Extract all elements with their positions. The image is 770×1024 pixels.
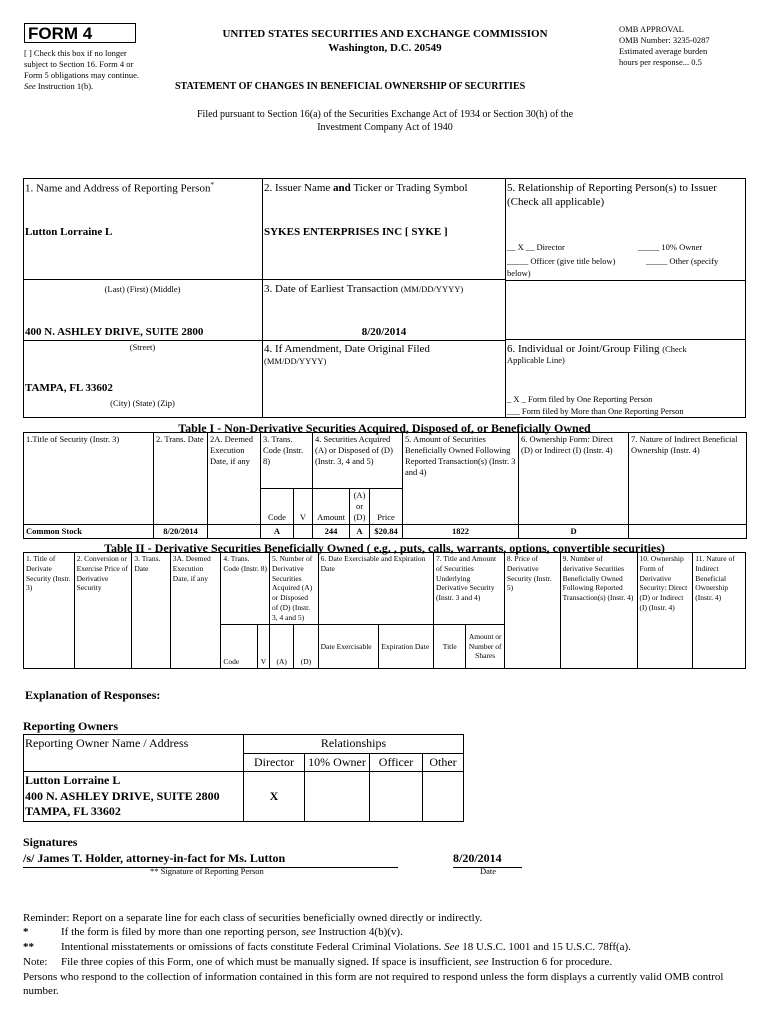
table1-header-deemed-date: 2A. Deemed Execution Date, if any [208, 433, 261, 525]
owner-director-mark: X [244, 772, 305, 822]
table2-sub-expiration: Expiration Date [379, 625, 434, 669]
box4-label-format: (MM/DD/YYYY) [264, 356, 327, 366]
earliest-transaction-date: 8/20/2014 [361, 326, 407, 338]
owners-col-ten-percent: 10% Owner [305, 753, 370, 772]
table2-header-ownership-form: 10. Ownership Form of Derivative Security: Direct (D) or Indirect (I) (Instr. 4) [637, 553, 693, 669]
reporting-person-street: 400 N. ASHLEY DRIVE, SUITE 2800 [25, 326, 204, 338]
signature-date: 8/20/2014 [453, 851, 522, 868]
signature-line: /s/ James T. Holder, attorney-in-fact for Ms. Lutton [23, 851, 398, 868]
box6-label-applicable: Applicable Line) [507, 355, 565, 365]
checkbox-notice-see: See [24, 81, 36, 92]
omb-approval-title: OMB APPROVAL [619, 24, 684, 34]
box3-label-format: (MM/DD/YYYY) [400, 284, 464, 294]
footer-star-instr: Instruction 4(b)(v). [318, 926, 403, 938]
footer-star-mark: * [23, 926, 29, 938]
filed-pursuant-line2: Investment Company Act of 1940 [317, 122, 453, 133]
table1-sub-v: V [294, 489, 313, 525]
reporting-person-city: TAMPA, FL 33602 [25, 382, 113, 394]
box3-label [264, 282, 463, 296]
omb-burden-label: Estimated average burden [619, 46, 708, 57]
signature-caption: ** Signature of Reporting Person [150, 866, 264, 876]
footer-star-note [23, 925, 753, 939]
table2-title: Table II - Derivative Securities Beneficially Owned ( e.g. , puts, calls, warrants, options, convertible securities) [104, 541, 665, 555]
box1-label [25, 181, 214, 196]
table1-cell-deemed [208, 525, 261, 539]
city-caption: (City) (State) (Zip) [110, 398, 175, 408]
relationship-officer: _____ Officer (give title below) [507, 256, 616, 266]
table1-cell-owned: 1822 [403, 525, 519, 539]
table2-header-row [24, 553, 746, 625]
table2-sub-d: (D) [294, 625, 318, 669]
street-caption: (Street) [129, 342, 156, 352]
box6-label-text: 6. Individual or Joint/Group Filing [507, 343, 660, 355]
owners-col-officer: Officer [370, 753, 423, 772]
table-row [24, 525, 747, 539]
table1-cell-code: A [261, 525, 294, 539]
table2-header-number: 5. Number of Derivative Securities Acquired (A) or Disposed of (D) (Instr. 3, 4 and 5) [270, 553, 319, 625]
box1-label-star: * [210, 181, 214, 189]
table2-header-conversion: 2. Conversion or Exercise Price of Derivative Security [74, 553, 132, 669]
table2 [23, 552, 746, 669]
omb-number: OMB Number: 3235-0287 [619, 35, 710, 46]
table2-sub-amount: Amount or Number of Shares [466, 625, 504, 669]
agency-address: Washington, D.C. 20549 [328, 42, 442, 54]
table1-cell-form: D [519, 525, 629, 539]
owner-officer [370, 772, 423, 822]
name-caption: (Last) (First) (Middle) [104, 284, 181, 294]
table2-sub-code: Code [221, 625, 257, 669]
form-title: FORM 4 [24, 23, 136, 43]
footer-note [23, 955, 753, 969]
box6-label-check: (Check [662, 344, 687, 354]
table1-sub-amount: Amount [313, 489, 350, 525]
signatures-heading: Signatures [23, 835, 78, 849]
box3-label-text: 3. Date of Earliest Transaction [264, 283, 399, 295]
table2-header-title: 1. Title of Derivate Security (Instr. 3) [24, 553, 75, 669]
table1-header-amount-owned: 5. Amount of Securities Beneficially Owned Following Reported Transaction(s) (Instr. 3 and 4) [403, 433, 519, 525]
reporting-owners-table [23, 734, 464, 822]
footer-note-instr: Instruction 6 for procedure. [491, 956, 613, 968]
table1-sub-code: Code [261, 489, 294, 525]
checkbox-notice[interactable] [24, 48, 152, 92]
issuer-name: SYKES ENTERPRISES INC [ SYKE ] [264, 226, 448, 238]
table1-title: Table I - Non-Derivative Securities Acquired, Disposed of, or Beneficially Owned [178, 421, 591, 435]
divider [262, 178, 263, 418]
box5-label-line2: (Check all applicable) [507, 196, 605, 209]
owner-name: Lutton Lorraine L [25, 773, 121, 788]
table1-cell-v [294, 525, 313, 539]
table2-sub-exercisable: Date Exercisable [318, 625, 379, 669]
table1-cell-aod: A [350, 525, 370, 539]
reporting-info-frame [23, 178, 746, 418]
table1-header-trans-code: 3. Trans. Code (Instr. 8) [261, 433, 313, 489]
owners-col-other: Other [423, 753, 464, 772]
filed-pursuant-line1: Filed pursuant to Section 16(a) of the Securities Exchange Act of 1934 or Section 30(h) of the [196, 109, 574, 120]
table1-header-title: 1.Title of Security (Instr. 3) [24, 433, 154, 525]
table2-header-nature: 11. Nature of Indirect Beneficial Ownership (Instr. 4) [693, 553, 746, 669]
footer-note-text: File three copies of this Form, one of which must be manually signed. If space is insufficient, [61, 956, 472, 968]
table1-cell-nature [629, 525, 747, 539]
table1 [23, 432, 747, 539]
footer-reminder: Reminder: Report on a separate line for each class of securities beneficially owned directly or indirectly. [23, 912, 483, 924]
table2-sub-title: Title [434, 625, 466, 669]
table1-header-ownership-form: 6. Ownership Form: Direct (D) or Indirect (I) (Instr. 4) [519, 433, 629, 525]
owner-other [423, 772, 464, 822]
box5-label-line1: 5. Relationship of Reporting Person(s) to Issuer [507, 182, 717, 194]
relationship-other: _____ Other (specify [646, 256, 719, 266]
table1-sub-aod: (A) or (D) [350, 489, 370, 525]
box2-label [264, 181, 468, 195]
owner-street: 400 N. ASHLEY DRIVE, SUITE 2800 [25, 788, 220, 803]
owners-col-name: Reporting Owner Name / Address [24, 735, 244, 772]
divider [505, 339, 746, 340]
reporting-person-name: Lutton Lorraine L [25, 226, 113, 238]
table2-header-deemed-date: 3A. Deemed Execution Date, if any [170, 553, 221, 669]
table1-cell-amount: 244 [313, 525, 350, 539]
divider [505, 280, 746, 281]
owners-header-row [24, 735, 464, 754]
omb-burden-hours: hours per response... 0.5 [619, 57, 702, 68]
table-row [24, 772, 464, 822]
owner-name-address [24, 772, 244, 822]
table1-header-securities: 4. Securities Acquired (A) or Disposed of (D) (Instr. 3, 4 and 5) [313, 433, 403, 489]
table1-sub-price: Price [370, 489, 403, 525]
checkbox-notice-text: [ ] Check this box if no longer subject to Section 16. Form 4 or Form 5 obligations may continue. [24, 48, 139, 81]
table2-header-trans-code: 4. Trans. Code (Instr. 8) [221, 553, 270, 625]
filing-option-one: _ X _ Form filed by One Reporting Person [507, 394, 653, 404]
owner-city: TAMPA, FL 33602 [25, 804, 121, 819]
footer-double-star-mark: ** [23, 941, 34, 953]
table1-header-nature: 7. Nature of Indirect Beneficial Ownership (Instr. 4) [629, 433, 747, 525]
table1-cell-date: 8/20/2014 [154, 525, 208, 539]
divider [505, 178, 506, 418]
box4-label: 4. If Amendment, Date Original Filed [264, 343, 430, 355]
box1-label-text: 1. Name and Address of Reporting Person [25, 182, 211, 195]
footer-double-star-text: Intentional misstatements or omissions of facts constitute Federal Criminal Violations. [61, 941, 442, 953]
box5-label [507, 181, 747, 210]
explanation-label: Explanation of Responses: [25, 688, 161, 702]
owner-ten-percent [305, 772, 370, 822]
footer-double-star-instr: 18 U.S.C. 1001 and 15 U.S.C. 78ff(a). [462, 941, 631, 953]
table2-header-price: 8. Price of Derivative Security (Instr. 5) [504, 553, 560, 669]
footer-note-see: see [474, 956, 489, 968]
date-caption: Date [480, 866, 497, 876]
box2-label-post: Ticker or Trading Symbol [353, 182, 468, 194]
divider [23, 340, 505, 341]
reporting-owners-heading: Reporting Owners [23, 719, 118, 733]
table2-header-number-owned: 9. Number of derivative Securities Beneficially Owned Following Reported Transaction(s) (Instr. 4) [560, 553, 637, 669]
table2-header-dates: 6. Date Exercisable and Expiration Date [318, 553, 433, 625]
relationship-director: __ X __ Director [507, 242, 565, 252]
filing-option-more: ___ Form filed by More than One Reporting Person [507, 406, 684, 416]
divider [262, 279, 505, 280]
table1-header-trans-date: 2. Trans. Date [154, 433, 208, 525]
footer-double-star-see: See [444, 941, 460, 953]
agency-name: UNITED STATES SECURITIES AND EXCHANGE COMMISSION [222, 28, 548, 40]
checkbox-notice-instruction: Instruction 1(b). [37, 81, 94, 92]
table1-cell-price: $20.84 [370, 525, 403, 539]
divider [23, 279, 262, 280]
footer-note-mark: Note: [23, 956, 48, 968]
table1-cell-security: Common Stock [24, 525, 154, 539]
table2-header-trans-date: 3. Trans. Date [132, 553, 170, 669]
footer-double-star-note [23, 940, 753, 954]
statement-title: STATEMENT OF CHANGES IN BENEFICIAL OWNERSHIP OF SECURITIES [175, 81, 526, 92]
owners-col-relationships: Relationships [244, 735, 464, 754]
footer-omb-disclaimer: Persons who respond to the collection of information contained in this form are not required to respond unless the form displays a currently valid OMB control number. [23, 971, 724, 998]
relationship-below: below) [507, 268, 531, 278]
box2-label-and: and [333, 182, 351, 194]
box2-label-pre: 2. Issuer Name [264, 182, 331, 194]
table2-sub-v: V [257, 625, 269, 669]
relationship-ten-percent: _____ 10% Owner [638, 242, 703, 252]
table2-sub-a: (A) [270, 625, 294, 669]
footer-star-text: If the form is filed by more than one reporting person, [61, 926, 299, 938]
footer-star-see: see [301, 926, 316, 938]
omb-approval-box [619, 24, 759, 68]
table1-header-row [24, 433, 747, 489]
owners-col-director: Director [244, 753, 305, 772]
table2-header-underlying: 7. Title and Amount of Securities Underlying Derivative Security (Instr. 3 and 4) [434, 553, 505, 625]
